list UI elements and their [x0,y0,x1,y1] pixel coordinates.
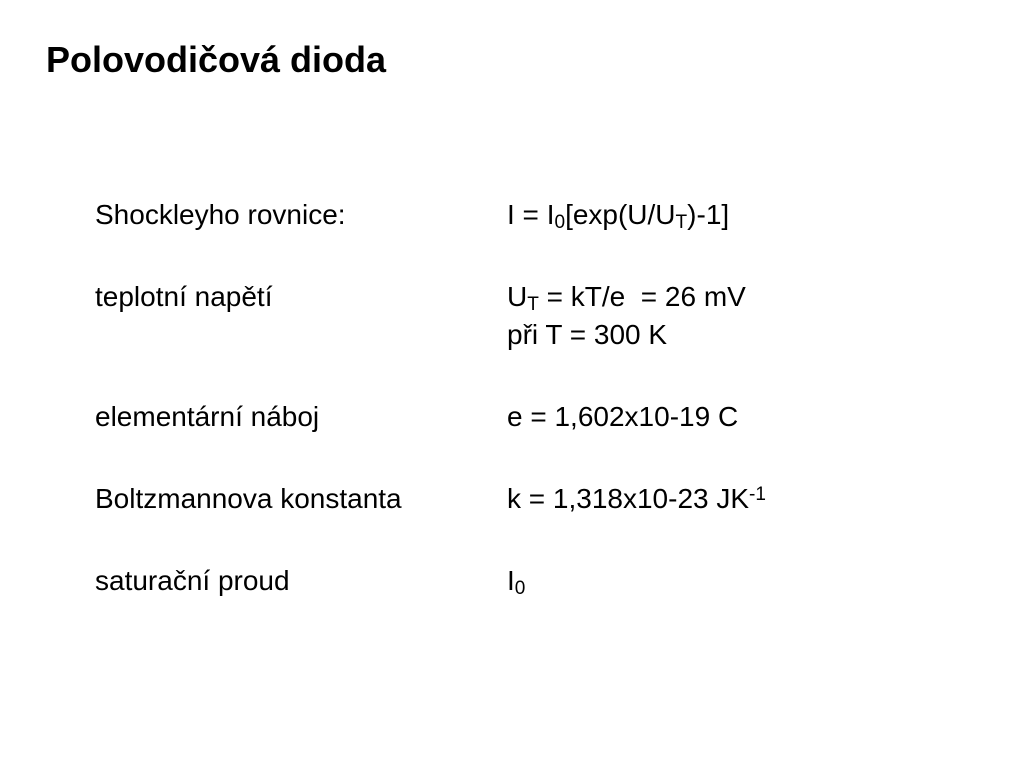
definitions-list [95,196,975,600]
value-line [507,278,975,316]
term-label: teplotní napětí [95,281,273,312]
formula-text: I [507,565,515,596]
formula-text: při T = 300 K [507,319,668,350]
term-label: Shockleyho rovnice: [95,199,346,230]
value-line [507,398,975,436]
term-label: Boltzmannova konstanta [95,483,402,514]
definition-row [95,278,975,354]
value-line [507,196,975,234]
formula-text: U [507,281,528,312]
definition-row [95,562,975,600]
sub-text: 0 [554,211,566,233]
value-line [507,316,975,354]
term-value [507,562,975,600]
formula-text: )-1] [687,199,730,230]
term-value [507,398,975,436]
definition-row [95,196,975,234]
term-label: saturační proud [95,565,290,596]
term-value [507,480,975,518]
formula-text: = kT/e = 26 mV [538,281,746,312]
value-line [507,480,975,518]
definition-row [95,480,975,518]
formula-text: e = 1,602x10-19 C [507,401,739,432]
sub-text: 0 [514,577,526,599]
formula-text: k = 1,318x10-23 JK [507,483,750,514]
value-line [507,562,975,600]
sup-text: -1 [749,484,766,506]
sub-text: T [675,211,688,233]
formula-text: I = I [507,199,555,230]
term-value [507,196,975,234]
term-label: elementární náboj [95,401,320,432]
formula-text: [exp(U/U [565,199,676,230]
term-value [507,278,975,354]
sub-text: T [527,293,539,315]
definition-row [95,398,975,436]
slide-title: Polovodičová dioda [46,39,387,80]
